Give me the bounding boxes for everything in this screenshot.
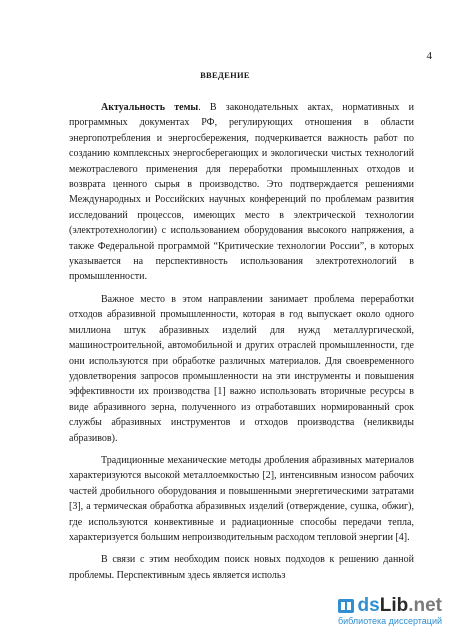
- paragraph-text: Важное место в этом направлении занимает проблема переработки отходов абразивной промышленности, которая в год выпускает около одного миллиона штук абразивных изделий для нужд металлургической, машиностроительной, автомобильной и других отраслей промышленности, где они используются при обработке различных материалов. Для своевременного удовлетворения запросов промышленности на эти инструменты и повышения эффективности их производства [1] важно использовать вторичные ресурсы в виде абразивного зерна, полученного из отработавших нормированный срок службы абразивных инструментов и отходов производства (неликвиды абразивов).: [69, 293, 414, 444]
- logo-part: .net: [408, 595, 442, 616]
- section-heading: ВВЕДЕНИЕ: [200, 70, 250, 80]
- book-icon: [337, 597, 355, 615]
- watermark-banner[interactable]: [324, 596, 442, 630]
- paragraph-lead: Актуальность темы: [101, 102, 199, 113]
- paragraph-abrasive-waste: [69, 292, 414, 446]
- watermark-logo: [337, 596, 442, 616]
- paragraph-text: Традиционные механические методы дробления абразивных материалов характеризуются высокой металлоемкостью [2], интенсивным износом рабочих частей дробильного оборудования и повышенными энергетическими затратами [3], а термическая обработка абразивных изделий (отверждение, сушка, обжиг), где используются конвективные и радиационные способы передачи тепла, характеризуется большим непроизводительным расходом тепловой энергии [4].: [69, 454, 414, 543]
- page-number: 4: [426, 50, 432, 62]
- document-body: [69, 100, 414, 590]
- logo-part: Lib: [379, 595, 409, 616]
- paragraph-text: . В законодательных актах, нормативных и программных документах РФ, регулирующих отношения в области энергопотребления и энергосбережения, подчеркивается важность работ по созданию комплексных энергосберегающих и экологически чистых технологий межотраслевого применения для переработки промышленных отходов и возврата ценного сырья в производство. Это подтверждается решениями Международных и Российских научных конференций по проблемам развития исследований процессов, имеющих место в электрической технологии (электротехнологии) с использованием оборудования высокого напряжения, а также Федеральной программой “Критические технологии России”, в которых указывается на перспективность использования электротехнологий в промышленности.: [69, 102, 414, 283]
- logo-part: ds: [357, 595, 380, 616]
- paragraph-relevance: [69, 100, 414, 285]
- paragraph-traditional-methods: [69, 453, 414, 545]
- watermark-subtitle: библиотека диссертаций: [337, 616, 442, 626]
- paragraph-text: В связи с этим необходим поиск новых подходов к решению данной проблемы. Перспективным здесь является использ: [69, 554, 414, 581]
- paragraph-new-approaches: [69, 552, 414, 583]
